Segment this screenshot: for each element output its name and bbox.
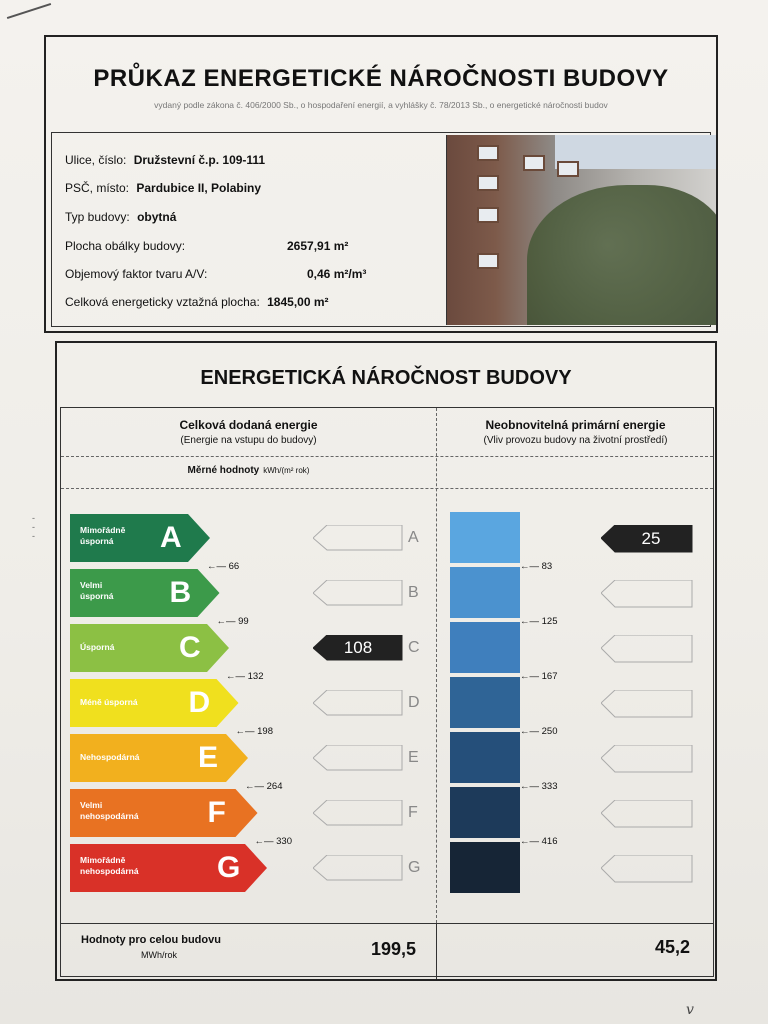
class-label-line: Mimořádně — [80, 855, 126, 865]
certificate-subtitle: vydaný podle zákona č. 406/2000 Sb., o hospodaření energií, a vyhlášky č. 78/2013 Sb., o energetické náročnosti budov — [154, 100, 608, 110]
type-label: Typ budovy: — [65, 210, 130, 224]
marker-shape — [313, 800, 403, 826]
class-g-arrow — [70, 844, 267, 892]
class-letter: G — [217, 851, 241, 884]
primary-energy-block — [450, 567, 520, 618]
threshold-label: ←— 83 — [520, 561, 553, 572]
empty-marker — [313, 580, 403, 606]
class-b-arrow — [70, 569, 220, 617]
building-details — [52, 133, 432, 326]
delivered-energy-value: 108 — [343, 638, 373, 657]
photo-window — [477, 175, 499, 191]
area-value: 2657,91 m² — [287, 239, 349, 253]
marker-shape — [313, 525, 403, 551]
class-letter-ghost: D — [408, 694, 420, 711]
rating-panel — [60, 407, 714, 977]
class-letter: B — [169, 576, 192, 609]
area-label: Plocha obálky budovy: — [65, 239, 186, 253]
class-label-line: úsporná — [80, 536, 114, 546]
class-label — [80, 525, 125, 547]
class-letter-ghost: C — [408, 639, 420, 656]
certificate-title: PRŮKAZ ENERGETICKÉ NÁROČNOSTI BUDOVY — [93, 65, 669, 92]
total-area-label: Celková energeticky vztažná plocha: — [65, 295, 260, 309]
primary-energy-block — [450, 732, 520, 783]
primary-energy-block — [450, 512, 520, 563]
whole-building-values — [61, 923, 713, 978]
units-title: Měrné hodnoty — [187, 465, 260, 476]
class-a-arrow — [70, 514, 210, 562]
total-area-row — [65, 295, 329, 309]
class-letter: E — [198, 741, 219, 774]
class-label-line: Velmi — [80, 580, 103, 590]
footer-delivered-energy: 199,5 — [371, 939, 417, 959]
total-area-value: 1845,00 m² — [267, 295, 329, 309]
class-label-line: Nehospodárná — [80, 752, 140, 762]
marker-shape — [601, 580, 693, 610]
street-value: Družstevní č.p. 109-111 — [133, 153, 266, 167]
right-column-title: Neobnovitelná primární energie — [485, 418, 666, 432]
marker-shape — [313, 855, 403, 881]
class-letter-ghost: A — [408, 529, 419, 546]
factor-value: 0,46 m²/m³ — [307, 267, 367, 281]
type-value: obytná — [137, 210, 177, 224]
class-label — [80, 752, 140, 763]
divider — [61, 488, 713, 489]
empty-marker — [601, 635, 691, 661]
class-label-line: Úsporná — [80, 642, 115, 652]
class-c-arrow — [70, 624, 229, 672]
units-label — [61, 465, 436, 476]
primary-energy-block — [450, 842, 520, 893]
threshold-label: ←— 132 — [226, 671, 264, 682]
class-letter-ghost: E — [408, 749, 419, 766]
class-label-line: Méně úsporná — [80, 697, 138, 707]
empty-marker — [601, 690, 691, 716]
class-e-arrow — [70, 734, 248, 782]
photo-window — [557, 161, 579, 177]
rating-title: ENERGETICKÁ NÁROČNOST BUDOVY — [200, 367, 572, 389]
class-letter-ghost: G — [408, 859, 421, 876]
marker-shape — [601, 745, 693, 775]
photo-tree — [527, 185, 716, 325]
type-row — [65, 210, 176, 224]
class-label — [80, 800, 139, 822]
primary-energy-block — [450, 622, 520, 673]
energy-rating-box — [55, 341, 717, 981]
street-row — [65, 153, 265, 167]
threshold-label: ←— 333 — [520, 781, 558, 792]
margin-mark: - - - — [32, 513, 35, 541]
class-label — [80, 855, 139, 877]
marker-shape — [601, 635, 693, 665]
empty-marker — [313, 690, 403, 716]
primary-energy-marker — [601, 525, 691, 551]
empty-marker — [313, 855, 403, 881]
photo-window — [523, 155, 545, 171]
threshold-label: ←— 416 — [520, 836, 558, 847]
class-label — [80, 697, 138, 708]
certificate-header-box — [44, 35, 718, 333]
class-label-line: nehospodárná — [80, 811, 139, 821]
class-label-line: úsporná — [80, 591, 114, 601]
right-column-header — [436, 418, 715, 446]
psc-value: Pardubice II, Polabiny — [136, 181, 262, 195]
factor-label: Objemový faktor tvaru A/V: — [65, 267, 208, 281]
footer-primary-energy: 45,2 — [655, 937, 691, 957]
page-mark: v — [686, 1002, 694, 1018]
photo-window — [477, 207, 499, 223]
class-label-line: Velmi — [80, 800, 103, 810]
marker-shape — [313, 690, 403, 716]
photo-window — [477, 253, 499, 269]
marker-shape — [313, 580, 403, 606]
class-label — [80, 580, 114, 602]
class-letter-ghost: F — [408, 804, 418, 821]
empty-marker — [601, 800, 691, 826]
left-column-header — [61, 418, 436, 446]
right-column-subtitle: (Vliv provozu budovy na životní prostředí) — [483, 435, 668, 446]
left-column-title: Celková dodaná energie — [179, 418, 318, 432]
threshold-label: ←— 125 — [520, 616, 558, 627]
psc-label: PSČ, místo: — [65, 181, 130, 195]
footer-label: Hodnoty pro celou budovu — [81, 934, 221, 946]
class-f-arrow — [70, 789, 258, 837]
class-label-line: Mimořádně — [80, 525, 126, 535]
empty-marker — [601, 745, 691, 771]
class-label — [80, 642, 114, 653]
primary-energy-block — [450, 787, 520, 838]
threshold-label: ←— 250 — [520, 726, 558, 737]
left-column-subtitle: (Energie na vstupu do budovy) — [180, 435, 317, 446]
class-letter-ghost: B — [408, 584, 419, 601]
building-photo — [446, 135, 716, 325]
class-d-arrow — [70, 679, 239, 727]
marker-shape — [601, 855, 693, 885]
primary-energy-block — [450, 677, 520, 728]
threshold-label: ←— 66 — [207, 561, 240, 572]
footer-divider — [436, 924, 437, 979]
class-label-line: nehospodárná — [80, 866, 139, 876]
marker-shape — [601, 690, 693, 720]
building-info-panel — [51, 132, 711, 327]
class-letter: F — [207, 796, 226, 829]
column-divider — [436, 408, 437, 923]
threshold-label: ←— 330 — [254, 836, 292, 847]
street-label: Ulice, číslo: — [65, 153, 127, 167]
photo-window — [477, 145, 499, 161]
marker-shape — [313, 745, 403, 771]
empty-marker — [313, 800, 403, 826]
footer-unit: MWh/rok — [141, 950, 177, 960]
primary-energy-value: 25 — [641, 529, 661, 548]
delivered-energy-marker — [313, 635, 403, 661]
divider — [61, 456, 713, 457]
units-value: kWh/(m² rok) — [263, 466, 310, 475]
empty-marker — [601, 855, 691, 881]
psc-row — [65, 181, 261, 195]
class-letter: C — [179, 631, 201, 664]
marker-shape — [601, 800, 693, 830]
empty-marker — [601, 580, 691, 606]
empty-marker — [313, 745, 403, 771]
threshold-label: ←— 264 — [245, 781, 283, 792]
threshold-label: ←— 198 — [235, 726, 273, 737]
class-letter: A — [160, 521, 182, 554]
threshold-label: ←— 167 — [520, 671, 558, 682]
threshold-label: ←— 99 — [216, 616, 249, 627]
empty-marker — [313, 525, 403, 551]
class-letter: D — [188, 686, 211, 719]
